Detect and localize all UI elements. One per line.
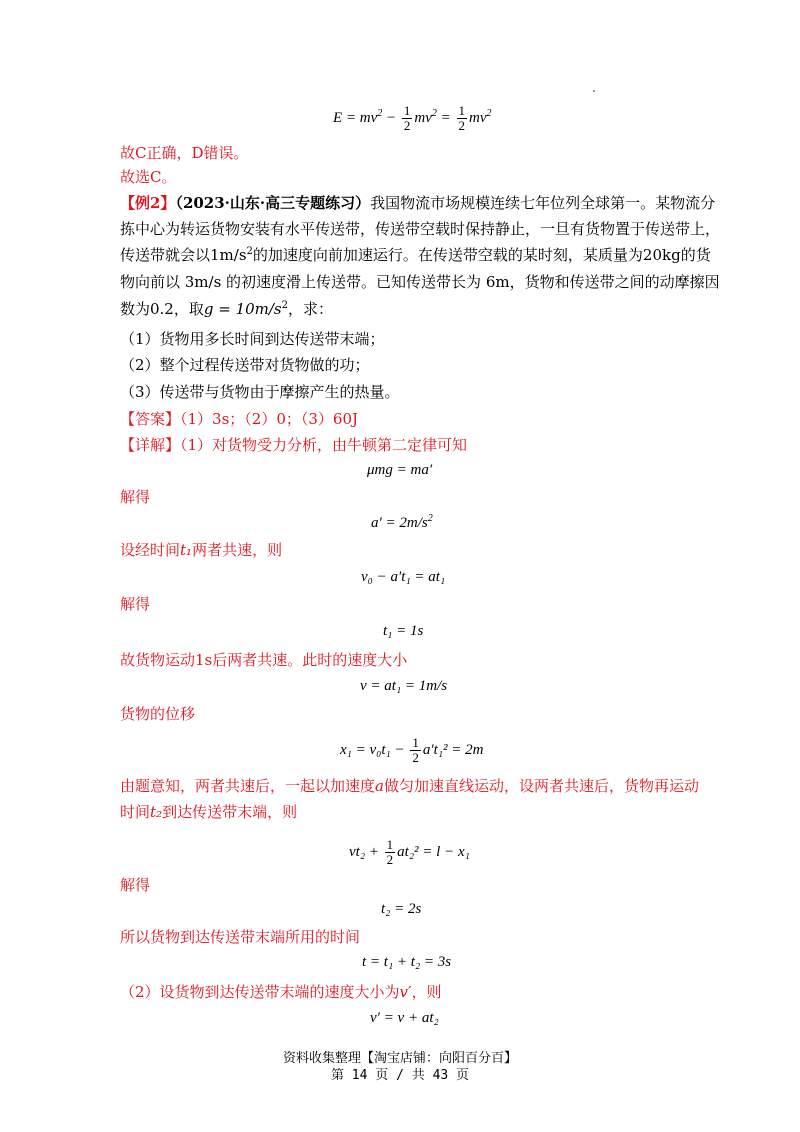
solve-label-3: 解得: [120, 876, 151, 894]
answer-tag: 【答案】: [120, 410, 181, 428]
step-line-5: 时间t₂到达传送带末端，则: [120, 803, 298, 821]
detail-line: [120, 435, 467, 455]
equation-t2: t₂ = 2s: [381, 901, 422, 917]
equation-common-speed: v₀ − a′t₁ = at₁: [361, 569, 446, 585]
given-gravity: $g = 10m/s^2$: [203, 300, 289, 318]
equation-displacement: x₁ = v₀t₁ − $\frac{1}{2}$ a′t₁² = 2m: [340, 735, 484, 765]
step-line-2: 故货物运动1s后两者共速。此时的速度大小: [120, 651, 408, 669]
question-1: （1）货物用多长时间到达传送带末端；: [120, 330, 385, 348]
equation-newton: μmg = ma′: [367, 462, 433, 478]
equation-t1: t₁ = 1s: [383, 623, 424, 639]
example-source: （2023·山东·高三专题练习）: [175, 194, 371, 212]
step-line-3: 货物的位移: [120, 705, 196, 723]
question-3: （3）传送带与货物由于摩擦产生的热量。: [120, 383, 400, 401]
answer-text: （1）3s；（2）0；（3）60J: [180, 410, 359, 428]
equation-velocity: v = at₁ = 1m/s: [360, 678, 448, 694]
energy-equation: $E = mv^2$ − $\frac{1}{2}$ $mv^2$ = $\frac{1}{2}$ $mv^2$: [333, 103, 492, 133]
answer-line: [120, 409, 358, 429]
example-heading: [120, 193, 715, 213]
problem-line-3: 传送带就会以$1m/s^2$的加速度向前加速运行。在传送带空载的某时刻，某质量为20kg的货: [120, 246, 711, 264]
given-acceleration: $1m/s^2$: [210, 246, 253, 264]
step-line-4: 由题意知，两者共速后，一起以加速度a做匀加速直线运动，设两者共速后，货物再运动: [120, 777, 699, 795]
equation-total-time: t = t₁ + t₂ = 3s: [362, 954, 452, 970]
detail-text: （1）对货物受力分析，由牛顿第二定律可知: [180, 436, 468, 454]
footer-source: 资料收集整理【淘宝店铺：向阳百分百】: [282, 1051, 517, 1066]
step-line-1: 设经时间t₁两者共速，则: [120, 541, 283, 559]
detail-tag: 【详解】: [120, 436, 181, 454]
solve-label-1: 解得: [120, 488, 151, 506]
equation-final-velocity: v′ = v + at₂: [370, 1010, 439, 1026]
equation-remaining-distance: vt₂ + $\frac{1}{2}$ at₂² = l − x₁: [349, 837, 470, 867]
example-text: 我国物流市场规模连续七年位列全球第一。某物流分: [370, 194, 716, 212]
problem-line-2: 拣中心为转运货物安装有水平传送带，传送带空载时保持静止，一旦有货物置于传送带上，: [120, 220, 721, 238]
problem-line-5: 数为0.2，取$g = 10m/s^2$，求：: [120, 300, 334, 318]
conclusion-line: 故C正确，D错误。: [120, 144, 249, 162]
problem-line-4: 物向前以 3m/s 的初速度滑上传送带。已知传送带长为 6m，货物和传送带之间的动摩擦因: [120, 273, 720, 291]
solve-label-2: 解得: [120, 595, 151, 613]
answer-choice-line: 故选C。: [120, 168, 177, 186]
example-tag: 【例2】: [120, 194, 176, 212]
step-line-7: （2）设货物到达传送带末端的速度大小为v′，则: [120, 983, 442, 1001]
page-number: 第 14 页 / 共 43 页: [330, 1068, 470, 1083]
question-2: （2）整个过程传送带对货物做的功；: [120, 356, 370, 374]
scan-dot: [593, 90, 595, 92]
step-line-6: 所以货物到达传送带末端所用的时间: [120, 928, 361, 946]
equation-acceleration: $a' = 2m/s^2$: [371, 513, 433, 531]
